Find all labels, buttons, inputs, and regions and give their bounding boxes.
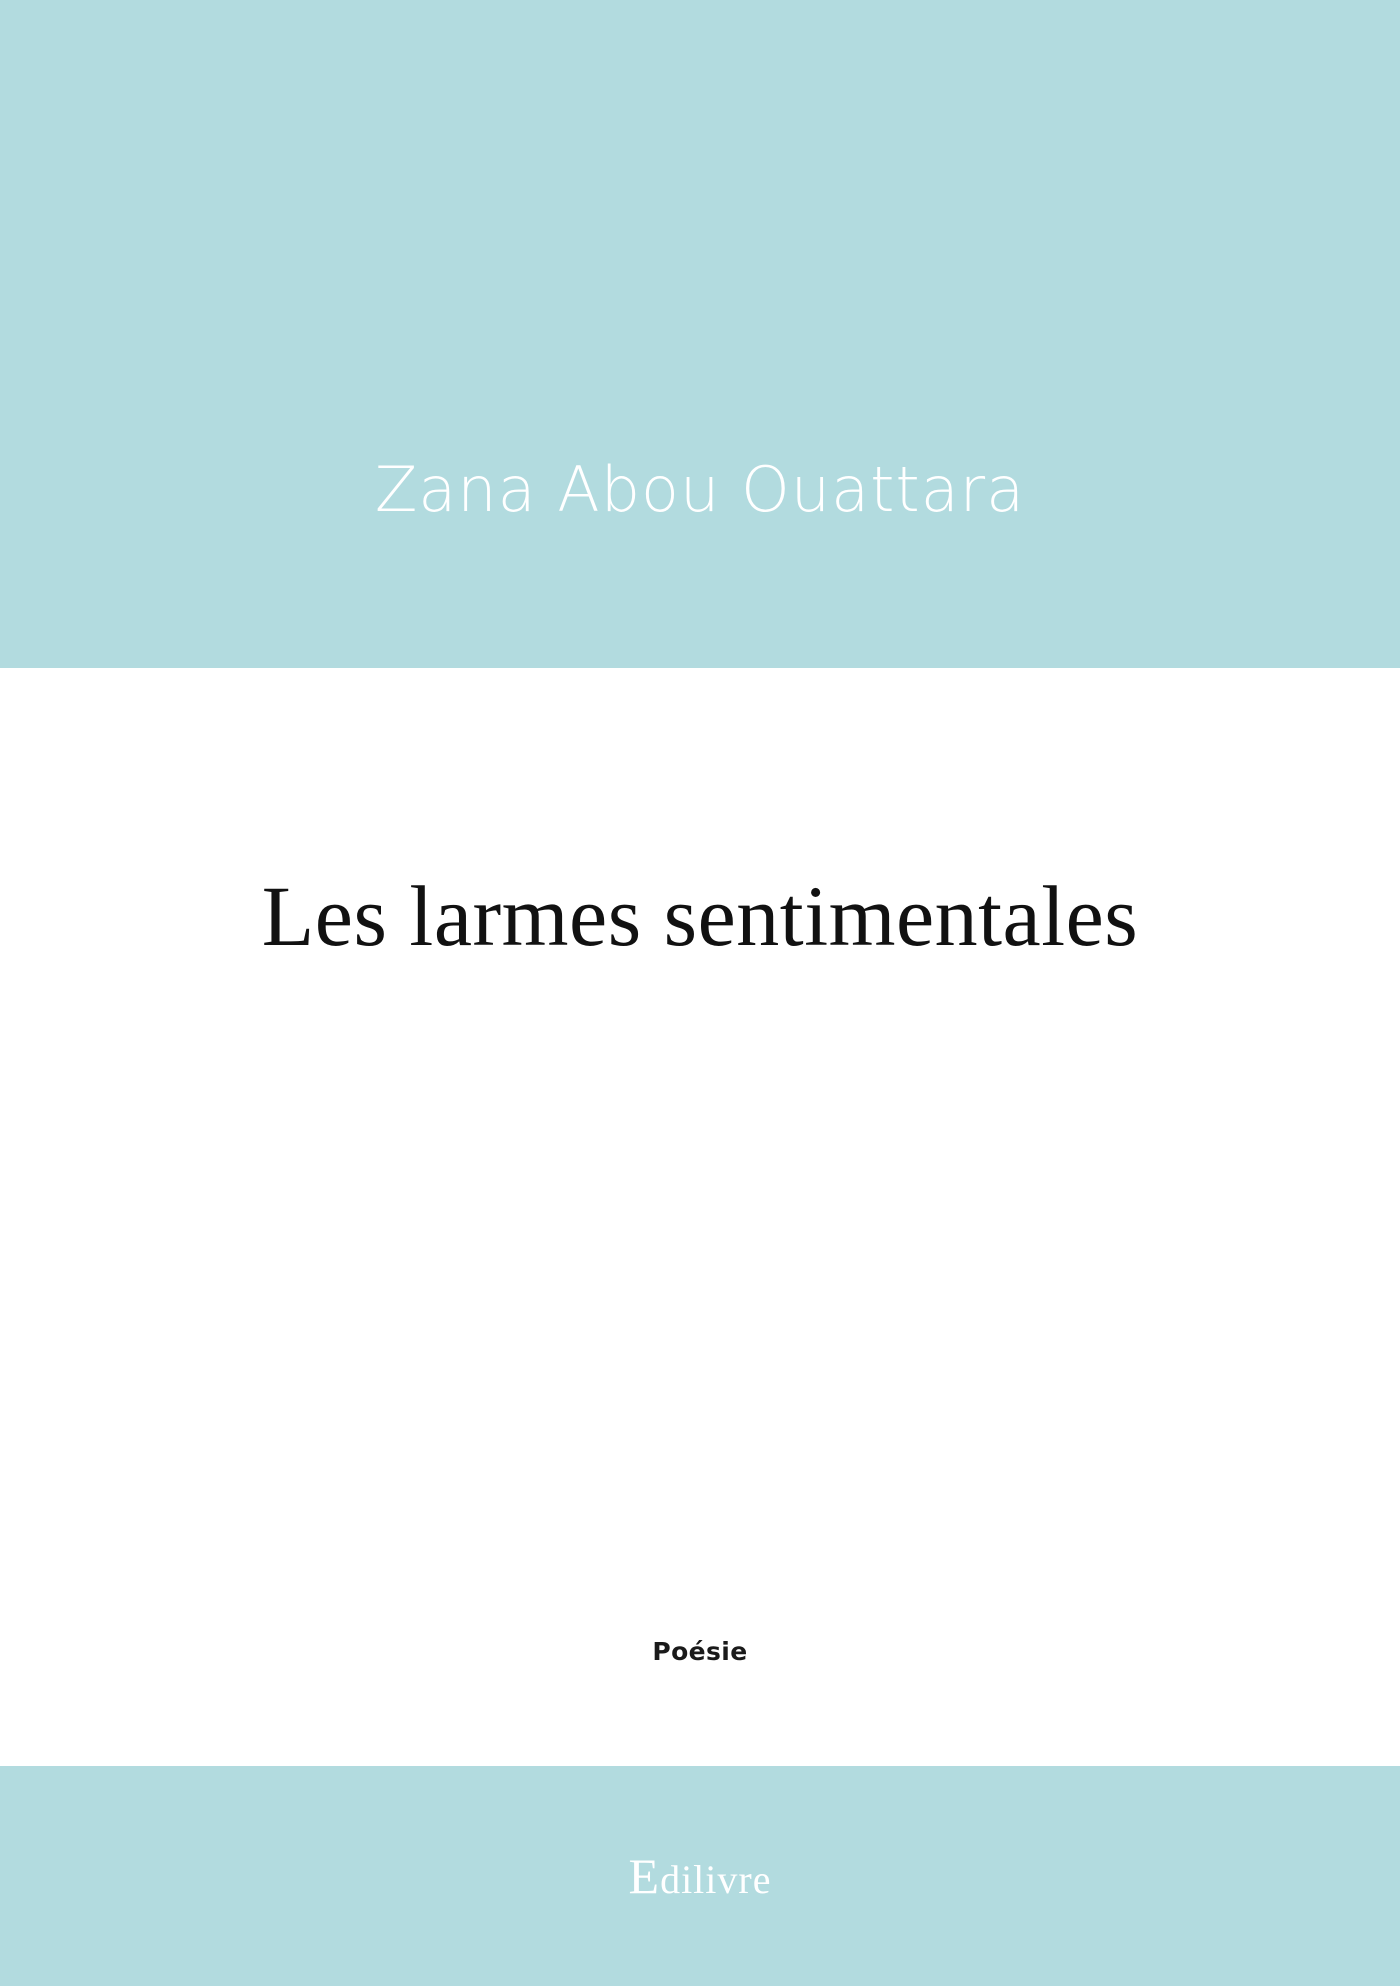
publisher-logo-rest: dilivre	[660, 1857, 772, 1902]
cover-middle-section	[0, 668, 1400, 1766]
top-color-band	[0, 0, 1400, 668]
author-name: Zana Abou Ouattara	[374, 452, 1026, 526]
publisher-logo-initial: E	[628, 1848, 661, 1904]
book-title: Les larmes sentimentales	[261, 868, 1139, 964]
publisher-logo	[0, 1847, 1400, 1905]
bottom-color-band	[0, 1766, 1400, 1986]
genre-label: Poésie	[652, 1637, 748, 1666]
